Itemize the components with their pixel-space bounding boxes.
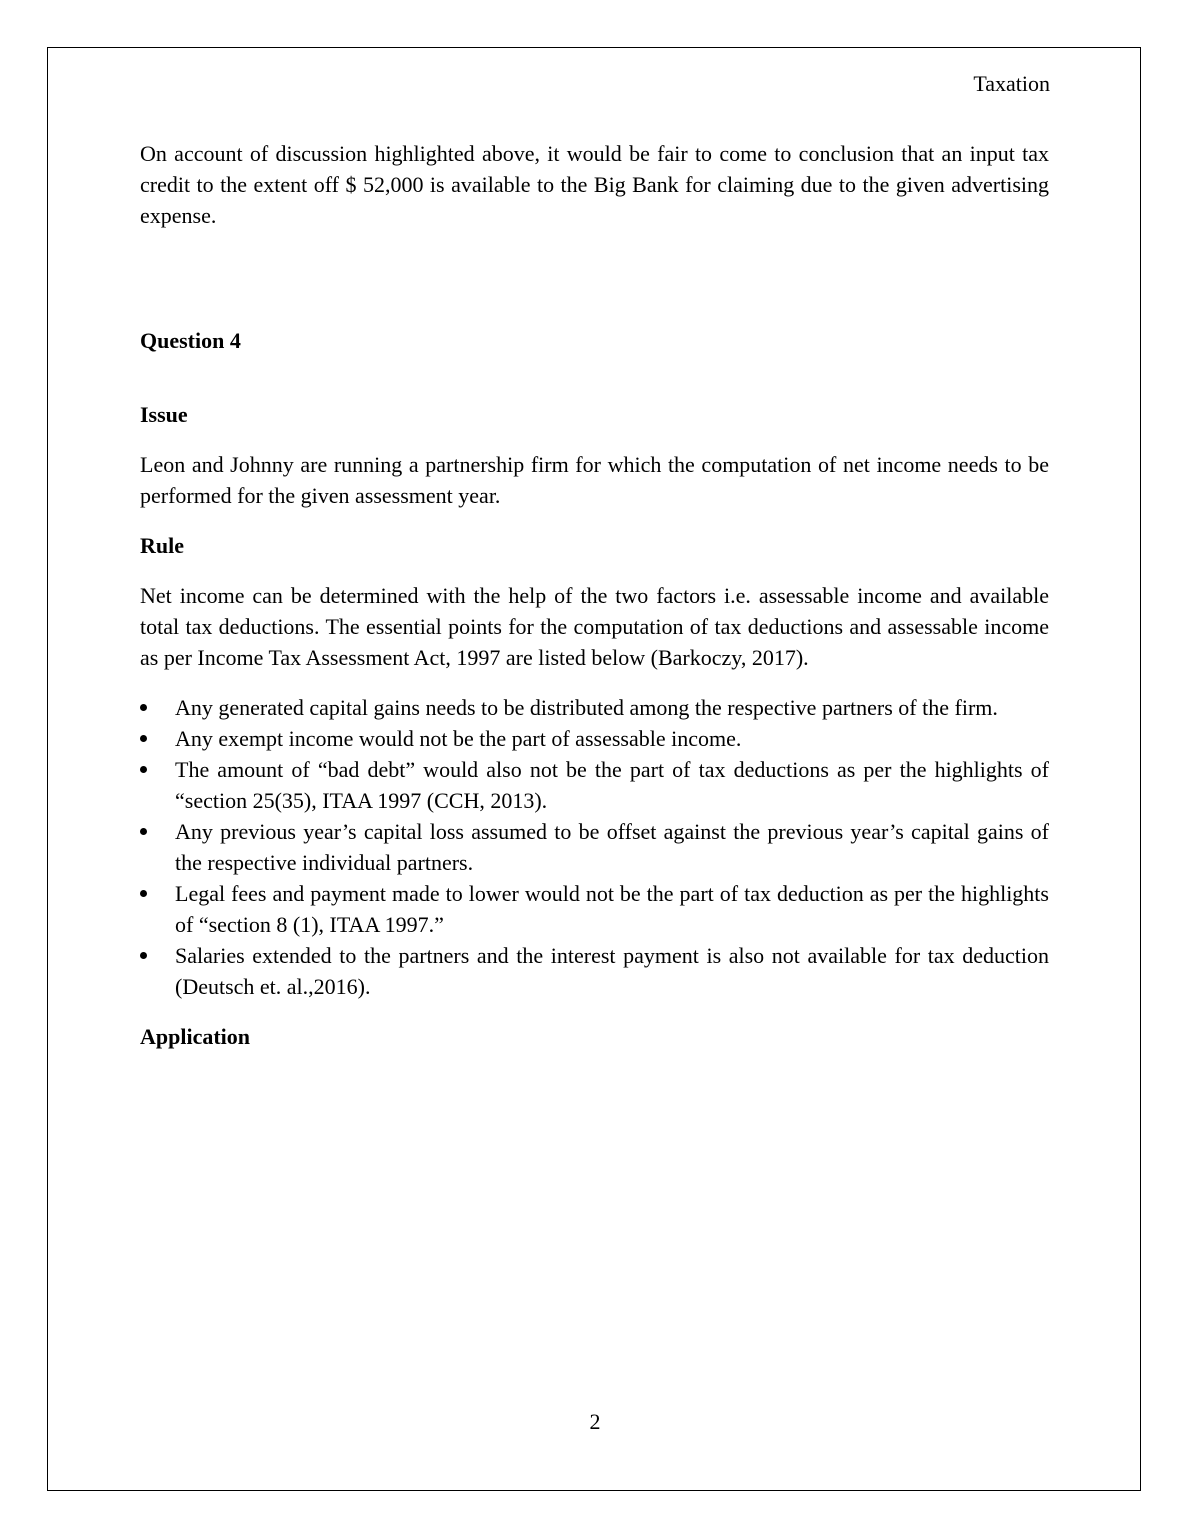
list-item-text: Any previous year’s capital loss assumed to be offset against the previous year’s capital gains of the respective individual partners. <box>175 819 1049 875</box>
application-heading: Application <box>140 1024 251 1049</box>
document-body <box>140 138 1049 1052</box>
list-item <box>140 754 1049 816</box>
spacer <box>140 673 1049 692</box>
list-item <box>140 816 1049 878</box>
list-item-text: Salaries extended to the partners and the interest payment is also not available for tax deduction (Deutsch et. al.,2016). <box>175 943 1049 999</box>
spacer <box>140 356 1049 399</box>
list-item-text: Legal fees and payment made to lower would not be the part of tax deduction as per the highlights of “section 8 (1), ITAA 1997.” <box>175 881 1049 937</box>
spacer <box>140 561 1049 580</box>
list-item-text: The amount of “bad debt” would also not be the part of tax deductions as per the highlights of “section 25(35), ITAA 1997 (CCH, 2013). <box>175 757 1049 813</box>
bullet-icon <box>140 828 147 835</box>
rule-heading: Rule <box>140 533 184 558</box>
list-item <box>140 878 1049 940</box>
bullet-icon <box>140 890 147 897</box>
issue-paragraph: Leon and Johnny are running a partnership firm for which the computation of net income needs to be performed for the given assessment year. <box>140 452 1049 508</box>
issue-heading: Issue <box>140 402 188 427</box>
list-item <box>140 940 1049 1002</box>
list-item <box>140 692 1049 723</box>
question-heading: Question 4 <box>140 328 241 353</box>
page-number: 2 <box>589 1409 601 1434</box>
rule-paragraph: Net income can be determined with the help of the two factors i.e. assessable income and available total tax deductions. The essential points for the computation of tax deductions and assessable income as per Income Tax Assessment Act, 1997 are listed below (Barkoczy, 2017). <box>140 583 1049 670</box>
list-item-text: Any exempt income would not be the part of assessable income. <box>175 726 742 751</box>
bullet-icon <box>140 952 147 959</box>
spacer <box>140 231 1049 325</box>
spacer <box>140 430 1049 449</box>
bullet-icon <box>140 735 147 742</box>
intro-paragraph: On account of discussion highlighted above, it would be fair to come to conclusion that an input tax credit to the extent off $ 52,000 is available to the Big Bank for claiming due to the given advertising expense. <box>140 141 1049 228</box>
bullet-icon <box>140 766 147 773</box>
bullet-icon <box>140 704 147 711</box>
list-item <box>140 723 1049 754</box>
spacer <box>140 1002 1049 1021</box>
spacer <box>140 511 1049 530</box>
running-header: Taxation <box>973 71 1050 96</box>
rule-bullet-list <box>140 692 1049 1002</box>
list-item-text: Any generated capital gains needs to be distributed among the respective partners of the firm. <box>175 695 998 720</box>
